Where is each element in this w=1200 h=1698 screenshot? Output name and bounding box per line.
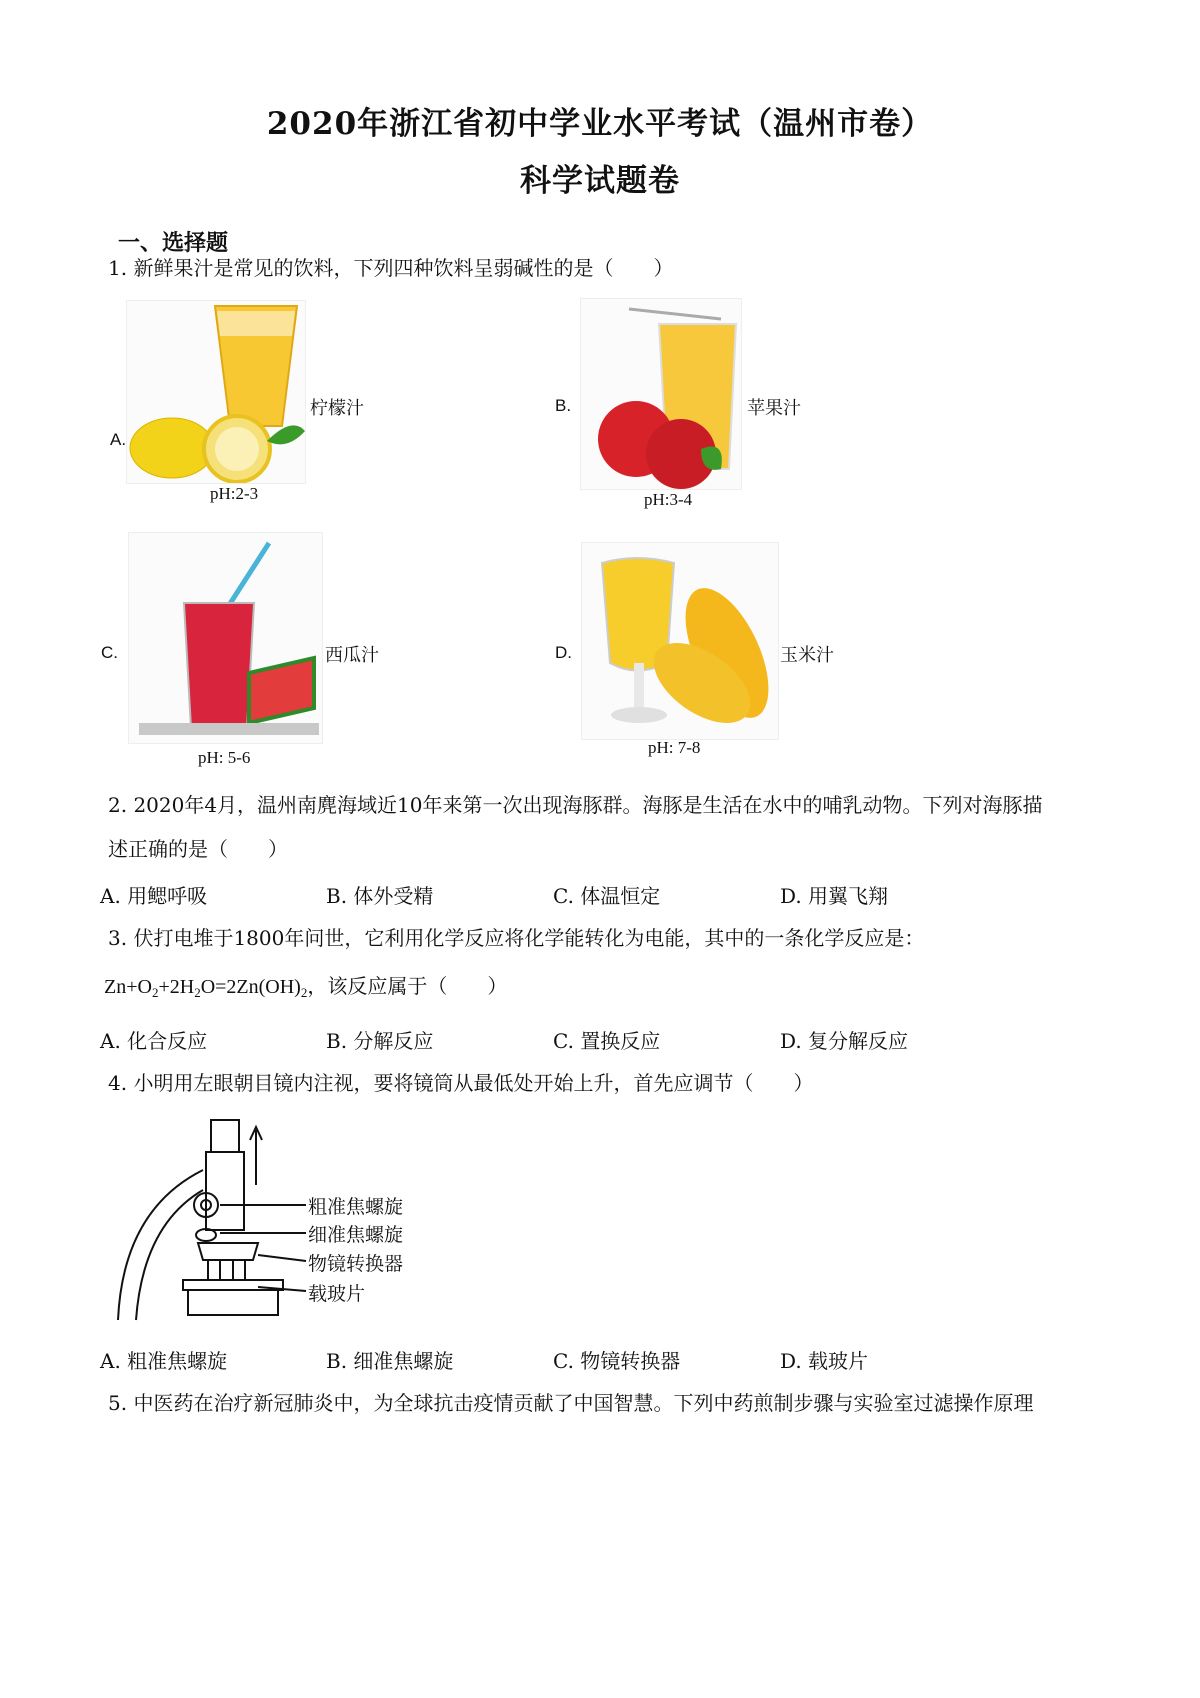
q1-option-a-name: 柠檬汁: [310, 398, 364, 419]
q1-option-d-letter[interactable]: D.: [555, 643, 572, 662]
question-5-stem: 5. 中医药在治疗新冠肺炎中，为全球抗击疫情贡献了中国智慧。下列中药煎制步骤与实验室过滤操作原理: [108, 1391, 1034, 1415]
q3-option-c[interactable]: C. 置换反应: [553, 1029, 661, 1053]
microscope-diagram: [108, 1115, 438, 1330]
q2-option-d[interactable]: D. 用翼飞翔: [780, 884, 889, 908]
q4-option-a[interactable]: A. 粗准焦螺旋: [100, 1349, 228, 1373]
section-heading: 一、选择题: [118, 230, 229, 256]
eq-sub-oh2: 2: [300, 985, 308, 1000]
q1-option-c-name: 西瓜汁: [325, 645, 379, 666]
question-1-stem: 1. 新鲜果汁是常见的饮料，下列四种饮料呈弱碱性的是（ ）: [108, 256, 674, 280]
q1-option-b-ph: pH:3-4: [644, 490, 693, 509]
page-subtitle: 科学试题卷: [520, 163, 680, 199]
question-3-equation: [104, 972, 507, 1007]
label-fine-focus: 细准焦螺旋: [308, 1224, 404, 1246]
watermelon-juice-image: [128, 532, 323, 744]
q1-option-a-ph: pH:2-3: [210, 484, 259, 503]
lemon-juice-image: [126, 300, 306, 484]
corn-juice-image: [581, 542, 779, 740]
q1-option-a-letter[interactable]: A.: [110, 430, 127, 449]
label-coarse-focus: 粗准焦螺旋: [308, 1196, 404, 1218]
question-2-line2: 述正确的是（ ）: [108, 837, 288, 861]
eq-sub-o2: 2: [151, 985, 159, 1000]
question-2-line1: 2. 2020年4月，温州南麂海域近10年来第一次出现海豚群。海豚是生活在水中的哺乳动物。下列对海豚描: [108, 793, 1043, 817]
label-nosepiece: 物镜转换器: [308, 1253, 404, 1275]
q3-option-d[interactable]: D. 复分解反应: [780, 1029, 909, 1053]
apple-juice-image: [580, 298, 742, 490]
eq-tail: ，该反应属于（ ）: [307, 974, 508, 998]
q2-option-a[interactable]: A. 用鳃呼吸: [100, 884, 208, 908]
q1-option-c-letter[interactable]: C.: [101, 643, 118, 662]
eq-sub-h2: 2: [194, 985, 201, 1000]
question-4-stem: 4. 小明用左眼朝目镜内注视，要将镜筒从最低处开始上升，首先应调节（ ）: [108, 1071, 814, 1095]
q1-option-d-ph: pH: 7-8: [648, 738, 701, 757]
q2-option-b[interactable]: B. 体外受精: [326, 884, 434, 908]
page-title: 2020年浙江省初中学业水平考试（温州市卷）: [266, 106, 934, 142]
question-3-line1: 3. 伏打电堆于1800年问世，它利用化学反应将化学能转化为电能，其中的一条化学反应是：: [108, 926, 925, 950]
q3-option-b[interactable]: B. 分解反应: [326, 1029, 434, 1053]
q1-option-d-name: 玉米汁: [780, 645, 834, 666]
eq-part-h: +2H: [158, 976, 195, 998]
eq-part-zn: Zn+O: [104, 976, 152, 998]
q4-option-c[interactable]: C. 物镜转换器: [553, 1349, 681, 1373]
label-slide: 载玻片: [308, 1283, 366, 1305]
q4-option-b[interactable]: B. 细准焦螺旋: [326, 1349, 454, 1373]
eq-part-product: O=2Zn(OH): [200, 976, 301, 998]
q2-option-c[interactable]: C. 体温恒定: [553, 884, 661, 908]
q1-option-b-letter[interactable]: B.: [555, 396, 572, 415]
q3-option-a[interactable]: A. 化合反应: [100, 1029, 208, 1053]
q1-option-b-name: 苹果汁: [747, 398, 801, 419]
q4-option-d[interactable]: D. 载玻片: [780, 1349, 869, 1373]
q1-option-c-ph: pH: 5-6: [198, 748, 251, 767]
